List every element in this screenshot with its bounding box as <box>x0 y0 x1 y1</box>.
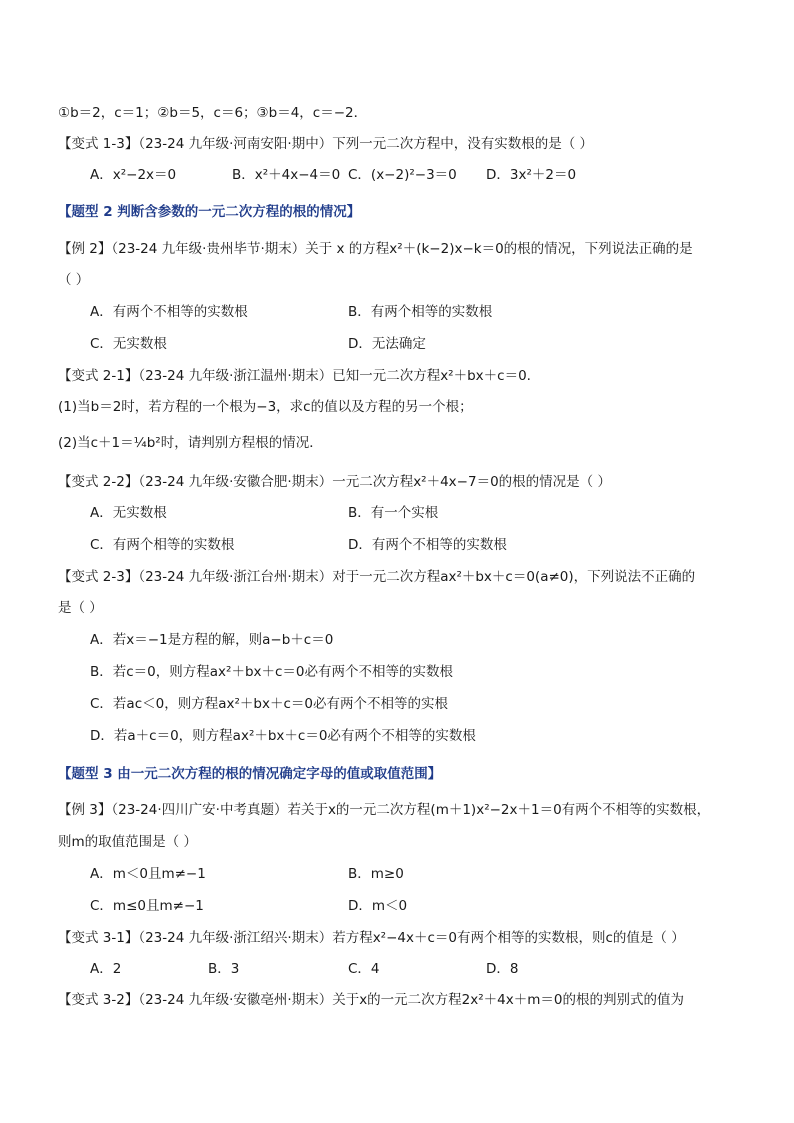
variant-2-3-question: 【变式 2-3】（23-24 九年级·浙江台州·期末）对于一元二次方程ax²＋bx＋c＝0(a≠0)，下列说法不正确的 <box>58 569 696 585</box>
option-d: D．无法确定 <box>348 336 426 352</box>
variant-2-3-option-b: B．若c＝0，则方程ax²＋bx＋c＝0必有两个不相等的实数根 <box>90 664 454 680</box>
option-c: C．有两个相等的实数根 <box>90 537 235 553</box>
variant-2-1-part2: (2)当c＋1＝¼b²时，请判别方程根的情况． <box>58 435 323 451</box>
example-2-options-row1 <box>90 302 493 322</box>
option-c: C．(x−2)²−3＝0 <box>348 167 457 183</box>
variant-3-2-question: 【变式 3-2】（23-24 九年级·安徽亳州·期末）关于x的一元二次方程2x²＋4x＋m＝0的根的判别式的值为 <box>58 992 684 1008</box>
option-c: C．无实数根 <box>90 336 167 352</box>
variant-2-2-options-row2 <box>90 535 507 555</box>
option-b: B．m≥0 <box>348 866 404 882</box>
option-b: B．有两个相等的实数根 <box>348 304 493 320</box>
option-a: A．有两个不相等的实数根 <box>90 304 248 320</box>
variant-1-3-question: 【变式 1-3】（23-24 九年级·河南安阳·期中）下列一元二次方程中，没有实数根的是（ ） <box>58 136 593 152</box>
example-3-options-row1 <box>90 864 404 884</box>
example-2-question: 【例 2】（23-24 九年级·贵州毕节·期末）关于 x 的方程x²＋(k−2)x−k＝0的根的情况，下列说法正确的是 <box>58 241 693 257</box>
example-2-options-row2 <box>90 334 426 354</box>
option-d: D．m＜0 <box>348 898 408 914</box>
section-heading-3: 【题型 3 由一元二次方程的根的情况确定字母的值或取值范围】 <box>58 766 442 782</box>
variant-2-3-option-d: D．若a＋c＝0，则方程ax²＋bx＋c＝0必有两个不相等的实数根 <box>90 728 476 744</box>
example-3-question: 【例 3】（23-24·四川广安·中考真题）若关于x的一元二次方程(m＋1)x²−2x＋1＝0有两个不相等的实数根， <box>58 802 711 818</box>
option-c: C．m≤0且m≠−1 <box>90 898 204 914</box>
variant-2-1-question: 【变式 2-1】（23-24 九年级·浙江温州·期末）已知一元二次方程x²＋bx＋c＝0. <box>58 368 531 384</box>
option-d: D．有两个不相等的实数根 <box>348 537 507 553</box>
section-heading-2: 【题型 2 判断含参数的一元二次方程的根的情况】 <box>58 204 361 220</box>
variant-3-1-question: 【变式 3-1】（23-24 九年级·浙江绍兴·期末）若方程x²−4x＋c＝0有两个相等的实数根，则c的值是（ ） <box>58 930 685 946</box>
variant-2-3-option-a: A．若x＝−1是方程的解，则a−b＋c＝0 <box>90 632 334 648</box>
option-a: A．无实数根 <box>90 505 167 521</box>
option-d: D．8 <box>486 961 519 977</box>
example-3-line2: 则m的取值范围是（ ） <box>58 834 197 850</box>
option-c: C．4 <box>348 961 380 977</box>
variant-2-2-question: 【变式 2-2】（23-24 九年级·安徽合肥·期末）一元二次方程x²＋4x−7＝0的根的情况是（ ） <box>58 474 611 490</box>
answer-choices-line: ①b＝2，c＝1；②b＝5，c＝6；③b＝4，c＝−2． <box>58 105 368 121</box>
variant-2-3-option-c: C．若ac＜0，则方程ax²＋bx＋c＝0必有两个不相等的实根 <box>90 696 448 712</box>
option-a: A．x²−2x＝0 <box>90 167 177 183</box>
option-b: B．x²＋4x−4＝0 <box>232 167 341 183</box>
option-a: A．2 <box>90 961 122 977</box>
option-b: B．有一个实根 <box>348 505 439 521</box>
variant-2-2-options-row1 <box>90 503 439 523</box>
variant-2-3-paren: 是（ ） <box>58 600 103 616</box>
example-3-options-row2 <box>90 896 408 916</box>
option-b: B．3 <box>208 961 240 977</box>
variant-2-1-part1: (1)当b＝2时，若方程的一个根为−3，求c的值以及方程的另一个根； <box>58 399 473 415</box>
example-2-paren: （ ） <box>58 272 90 288</box>
option-d: D．3x²＋2＝0 <box>486 167 577 183</box>
option-a: A．m＜0且m≠−1 <box>90 866 206 882</box>
